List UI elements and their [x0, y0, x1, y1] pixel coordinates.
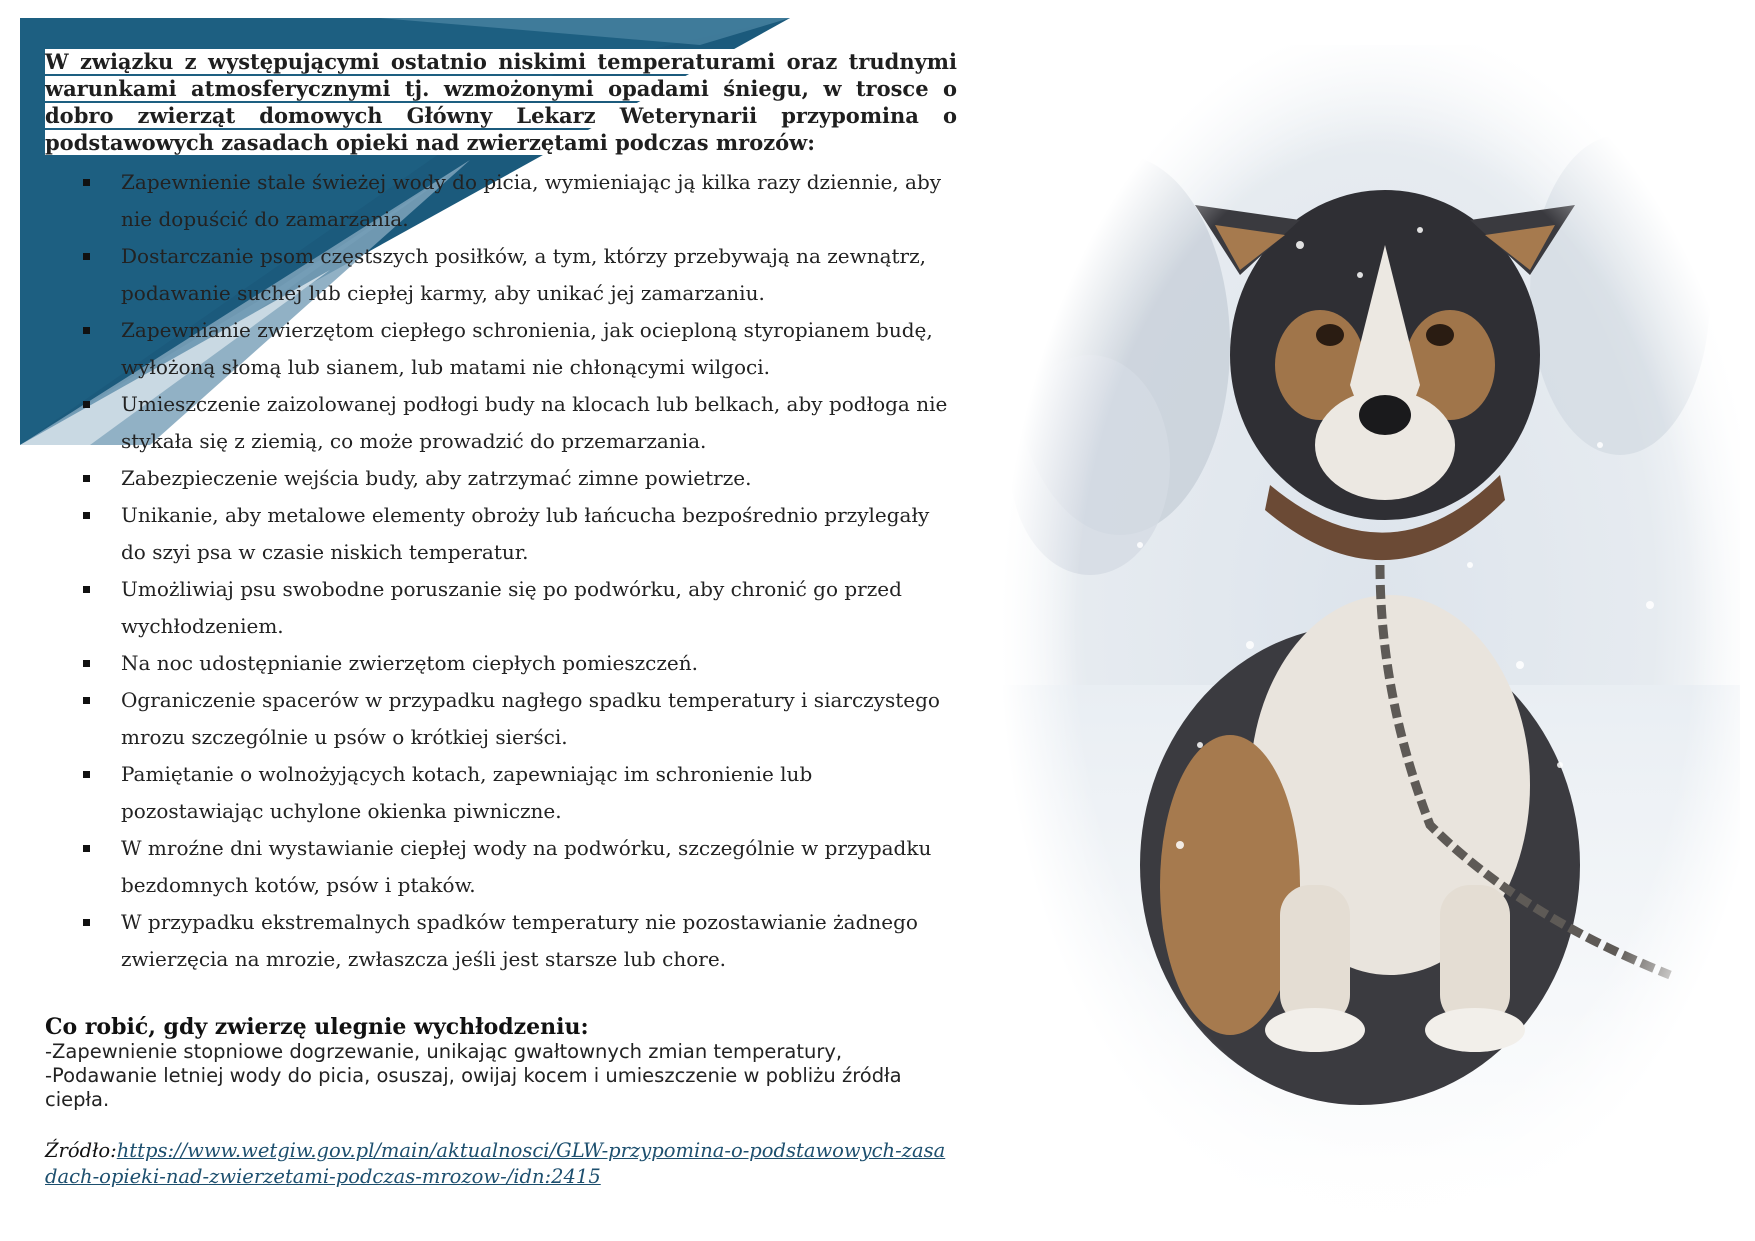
care-rules-list: [45, 164, 957, 978]
list-item: Zapewnianie zwierzętom ciepłego schronienia, jak ocieploną styropianem budę, wyłożoną słomą lub sianem, lub matami nie chłonącymi wilgoci.: [83, 312, 957, 386]
list-item: Dostarczanie psom częstszych posiłków, a tym, którzy przebywają na zewnątrz, podawanie suchej lub ciepłej karmy, aby unikać jej zamarzaniu.: [83, 238, 957, 312]
hypothermia-heading: Co robić, gdy zwierzę ulegnie wychłodzeniu:: [45, 1014, 589, 1040]
list-item: Pamiętanie o wolnożyjących kotach, zapewniając im schronienie lub pozostawiając uchylone okienka piwniczne.: [83, 756, 957, 830]
list-item: Zabezpieczenie wejścia budy, aby zatrzymać zimne powietrze.: [83, 460, 957, 497]
list-item: Ograniczenie spacerów w przypadku nagłego spadku temperatury i siarczystego mrozu szczególnie u psów o krótkiej sierści.: [83, 682, 957, 756]
source-link[interactable]: https://www.wetgiw.gov.pl/main/aktualnosci/GLW-przypomina-o-podstawowych-zasadach-opieki-nad-zwierzetami-podczas-mrozow-/idn:2415: [45, 1139, 946, 1188]
list-item: Umożliwiaj psu swobodne poruszanie się po podwórku, aby chronić go przed wychłodzeniem.: [83, 571, 957, 645]
intro-paragraph: [45, 48, 957, 156]
notice-content: [45, 48, 957, 1190]
source-citation: [45, 1138, 957, 1190]
list-item: W przypadku ekstremalnych spadków temperatury nie pozostawianie żadnego zwierzęcia na mrozie, zwłaszcza jeśli jest starsze lub chore.: [83, 904, 957, 978]
list-item: W mroźne dni wystawianie ciepłej wody na podwórku, szczególnie w przypadku bezdomnych kotów, psów i ptaków.: [83, 830, 957, 904]
list-item: Zapewnienie stale świeżej wody do picia, wymieniając ją kilka razy dziennie, aby nie dopuścić do zamarzania.: [83, 164, 957, 238]
intro-text: W związku z występującymi ostatnio niskimi temperaturami oraz trudnymi warunkami atmosferycznymi tj. wzmożonymi opadami śniegu, w trosce o dobro zwierząt domowych Główny Lekarz Weterynarii przypomina o podstawowych zasadach opieki nad zwierzętami podczas mrozów:: [45, 49, 957, 155]
list-item: Umieszczenie zaizolowanej podłogi budy na klocach lub belkach, aby podłoga nie stykała się z ziemią, co może prowadzić do przemarzania.: [83, 386, 957, 460]
hypothermia-step: -Podawanie letniej wody do picia, osuszaj, owijaj kocem i umieszczenie w pobliżu źródła ciepła.: [45, 1064, 902, 1111]
list-item: Unikanie, aby metalowe elementy obroży lub łańcucha bezpośrednio przylegały do szyi psa w czasie niskich temperatur.: [83, 497, 957, 571]
source-label: Źródło:: [45, 1139, 117, 1162]
list-item: Na noc udostępnianie zwierzętom ciepłych pomieszczeń.: [83, 645, 957, 682]
hypothermia-step: -Zapewnienie stopniowe dogrzewanie, unikając gwałtownych zmian temperatury,: [45, 1040, 843, 1063]
snowy-dog-photo: [1000, 45, 1740, 1220]
